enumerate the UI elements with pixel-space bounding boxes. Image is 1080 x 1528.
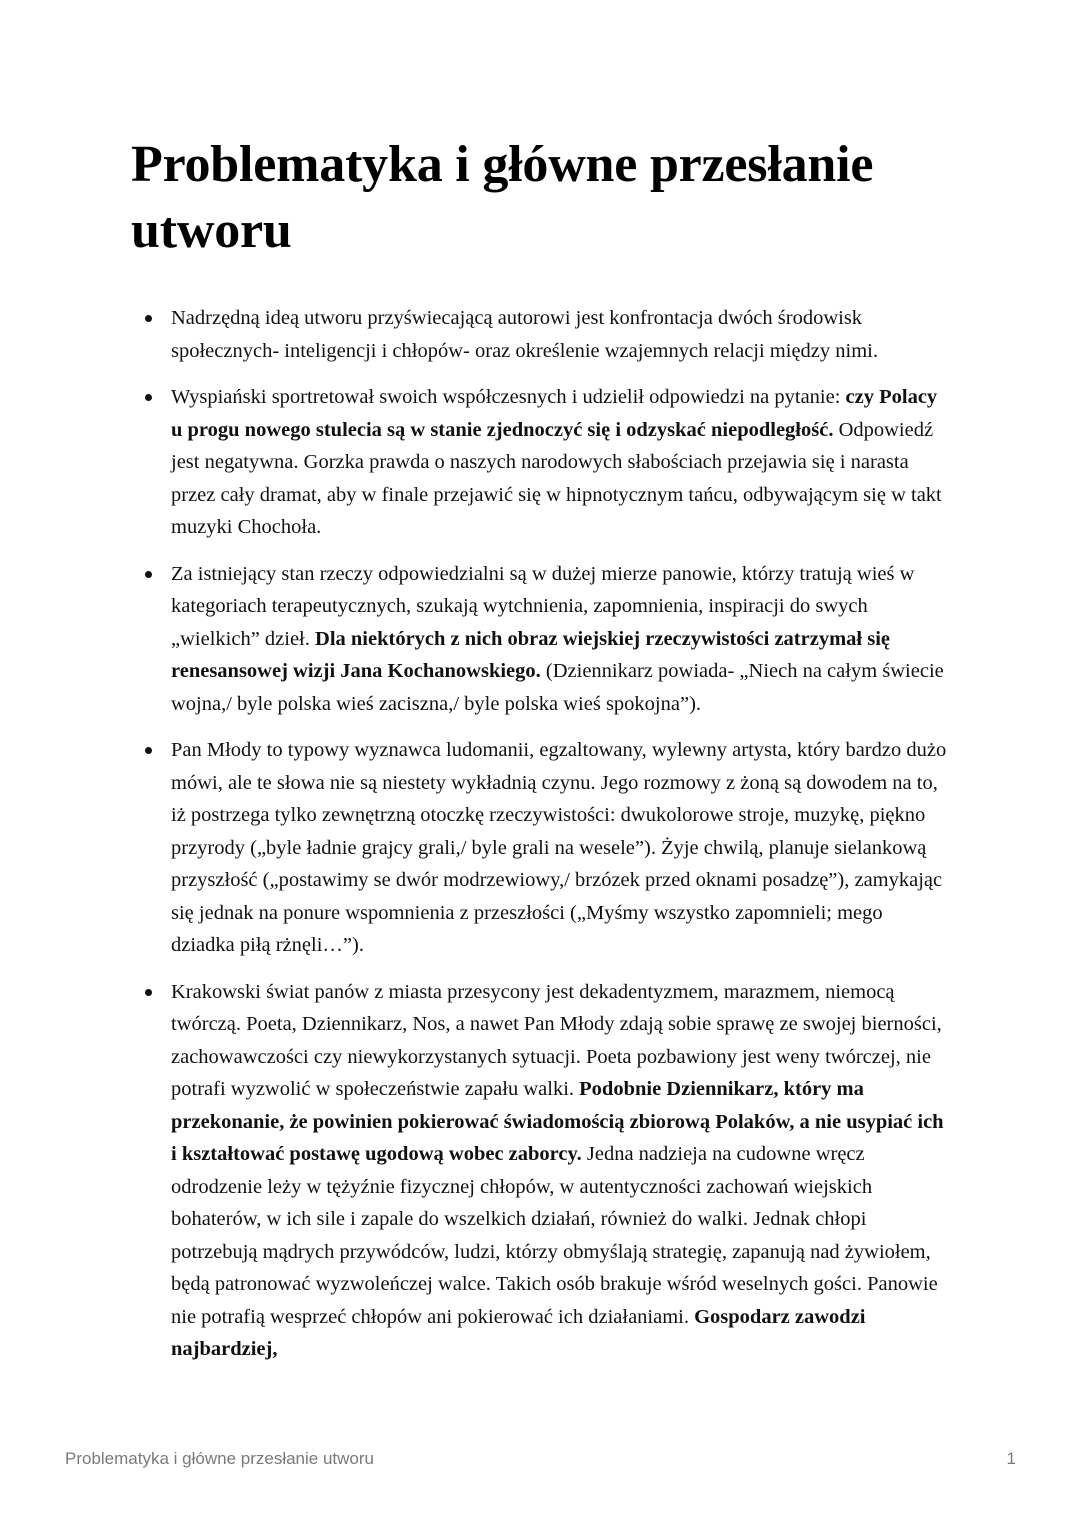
list-item	[131, 381, 951, 544]
bullet-icon	[145, 989, 152, 996]
bold-text-segment: czy Polacy u progu nowego stulecia są w stanie zjednoczyć się i odzyskać niepodległość.	[171, 386, 938, 441]
bullet-icon	[145, 747, 152, 754]
bold-text-segment: Podobnie Dziennikarz, który ma przekonanie, że powinien pokierować świadomością zbiorową Polaków, a nie usypiać ich i kształtować postawę ugodową wobec zaborcy.	[171, 1078, 944, 1165]
list-item	[131, 302, 951, 367]
bold-text-segment: Gospodarz zawodzi najbardziej,	[171, 1305, 866, 1360]
text-segment: Odpowiedź jest negatywna. Gorzka prawda o naszych narodowych słabościach przejawia się i narasta przez cały dramat, aby w finale przejawić się w hipnotycznym tańcu, odbywającym się w takt muzyki Chochoła.	[171, 418, 942, 538]
bullet-icon	[145, 315, 152, 322]
bold-text-segment: Dla niektórych z nich obraz wiejskiej rzeczywistości zatrzymał się renesansowej wizji Jana Kochanowskiego.	[171, 627, 890, 682]
text-segment: Za istniejący stan rzeczy odpowiedzialni są w dużej mierze panowie, którzy tratują wieś w kategoriach terapeutycznych, szukają wytchnienia, zapomnienia, inspiracji do swych „wielkich” dzieł.	[171, 562, 915, 650]
bullet-list	[131, 302, 951, 1380]
text-segment: Jedna nadzieja na cudowne wręcz odrodzenie leży w tężyźnie fizycznej chłopów, w autentyczności zachowań wiejskich bohaterów, w ich sile i zapale do wszelkich działań, również do walki. Jednak chłopi potrzebują mądrych przywódców, ludzi, którzy obmyślają strategię, zapanują nad żywiołem, będą patronować wyzwoleńczej walce. Takich osób brakuje wśród weselnych gości. Panowie nie potrafią wesprzeć chłopów ani pokierować ich działaniami.	[171, 1143, 938, 1328]
bullet-icon	[145, 571, 152, 578]
bullet-icon	[145, 394, 152, 401]
list-item	[131, 734, 951, 962]
page-number: 1	[1006, 1449, 1016, 1468]
page-title: Problematyka i główne przesłanie utworu	[131, 136, 874, 259]
text-segment: Nadrzędną ideą utworu przyświecającą autorowi jest konfrontacja dwóch środowisk społecznych- inteligencji i chłopów- oraz określenie wzajemnych relacji między nimi.	[171, 307, 878, 362]
text-segment: Wyspiański sportretował swoich współczesnych i udzielił odpowiedzi na pytanie:	[171, 386, 846, 408]
text-segment: Pan Młody to typowy wyznawca ludomanii, egzaltowany, wylewny artysta, który bardzo dużo mówi, ale te słowa nie są niestety wykładnią czynu. Jego rozmowy z żoną są dowodem na to, iż postrzega tylko zewnętrzną otoczkę rzeczywistości: dwukolorowe stroje, muzykę, piękno przyrody („byle ładnie grajcy grali,/ byle grali na wesele”). Żyje chwilą, planuje sielankową przyszłość („postawimy se dwór modrzewiowy,/ brzózek przed oknami posadzę”), zamykając się jednak na ponure wspomnienia z przeszłości („Myśmy wszystko zapomnieli; mego dziadka piłą rżnęli…”).	[171, 739, 947, 956]
list-item	[131, 976, 951, 1366]
text-segment: Krakowski świat panów z miasta przesycony jest dekadentyzmem, marazmem, niemocą twórczą. Poeta, Dziennikarz, Nos, a nawet Pan Młody zdają sobie sprawę ze swojej bierności, zachowawczości czy niewykorzystanych sytuacji. Poeta pozbawiony jest weny twórczej, nie potrafi wyzwolić w społeczeństwie zapału walki.	[171, 980, 942, 1100]
footer-title: Problematyka i główne przesłanie utworu	[65, 1449, 374, 1468]
text-segment: (Dziennikarz powiada- „Niech na całym świecie wojna,/ byle polska wieś zaciszna,/ byle polska wieś spokojna”).	[171, 660, 944, 715]
list-item	[131, 558, 951, 721]
